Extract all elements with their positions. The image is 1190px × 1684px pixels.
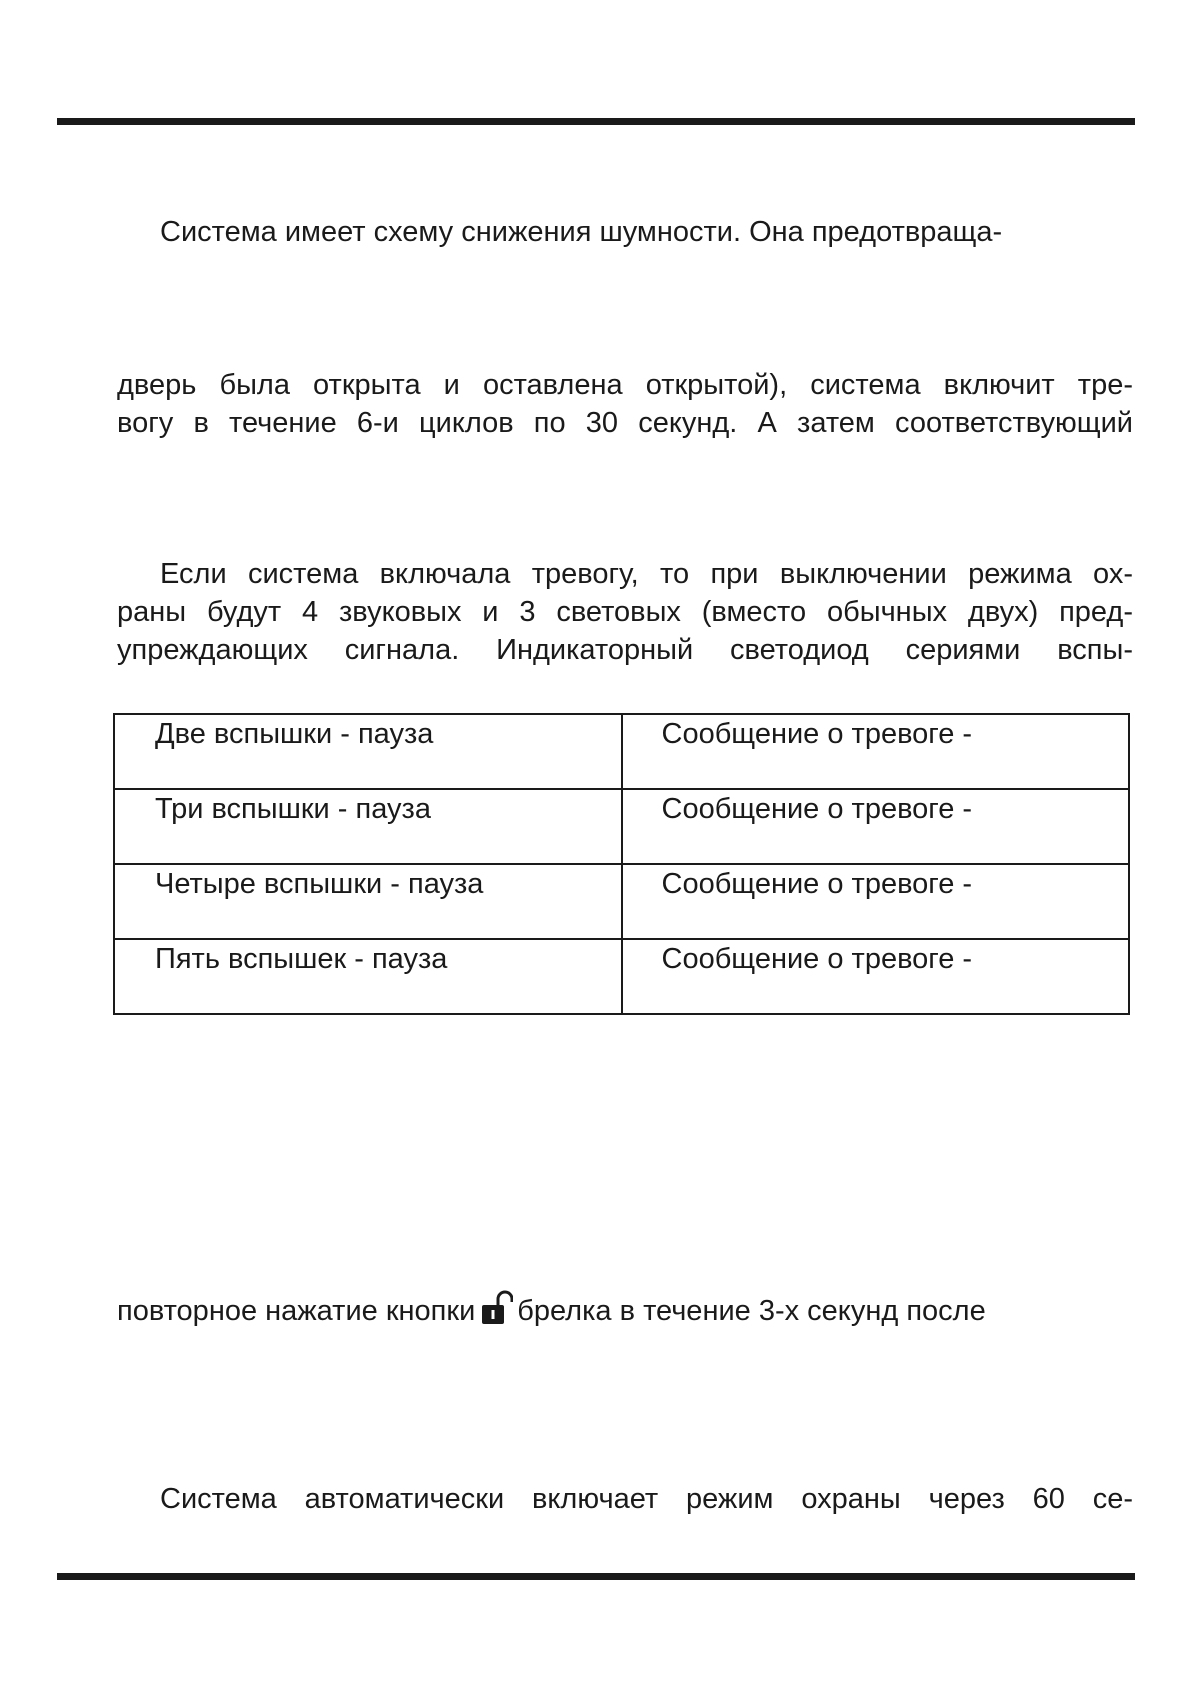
- unlock-icon: [481, 1290, 513, 1326]
- table-row: [114, 939, 1129, 1014]
- flash-pattern-cell: [114, 864, 622, 939]
- flash-pattern-text: Пять вспышек - пауза: [155, 943, 448, 975]
- alarm-message-text: Сообщение о тревоге -: [661, 868, 973, 900]
- alarm-paragraph-line-3: упреждающих сигнала. Индикаторный светодиод сериями вспы-: [117, 634, 1133, 666]
- top-rule: [57, 118, 1135, 125]
- flash-pattern-cell: [114, 714, 622, 789]
- table-row: [114, 789, 1129, 864]
- table-row: [114, 864, 1129, 939]
- flash-pattern-cell: [114, 939, 622, 1014]
- alarm-message-text: Сообщение о тревоге -: [661, 718, 973, 750]
- unlock-icon-graphic: [481, 1290, 513, 1326]
- alarm-message-cell: [622, 789, 1130, 864]
- table-row: [114, 714, 1129, 789]
- alarm-message-text: Сообщение о тревоге -: [661, 793, 973, 825]
- button-line-text-before: повторное нажатие кнопки: [117, 1295, 476, 1327]
- door-paragraph-line-2: вогу в течение 6-и циклов по 30 секунд. А затем соответствующий: [117, 407, 1133, 439]
- flash-pattern-text: Четыре вспышки - пауза: [155, 868, 484, 900]
- alarm-paragraph-line-1: Если система включала тревогу, то при выключении режима ох-: [160, 558, 1133, 590]
- alarm-message-text: Сообщение о тревоге -: [661, 943, 973, 975]
- auto-arm-paragraph-line: Система автоматически включает режим охраны через 60 се-: [160, 1483, 1133, 1515]
- flash-pattern-text: Две вспышки - пауза: [155, 718, 434, 750]
- alarm-message-cell: [622, 864, 1130, 939]
- button-paragraph-line: [117, 1290, 1133, 1330]
- flash-pattern-text: Три вспышки - пауза: [155, 793, 431, 825]
- bottom-rule: [57, 1573, 1135, 1580]
- alarm-codes-table: [113, 713, 1130, 1015]
- alarm-message-cell: [622, 939, 1130, 1014]
- alarm-message-cell: [622, 714, 1130, 789]
- door-paragraph-line-1: дверь была открыта и оставлена открытой), система включит тре-: [117, 369, 1133, 401]
- flash-pattern-cell: [114, 789, 622, 864]
- alarm-paragraph-line-2: раны будут 4 звуковых и 3 световых (вместо обычных двух) пред-: [117, 596, 1133, 628]
- noise-paragraph-line: Система имеет схему снижения шумности. Она предотвраща-: [160, 216, 1003, 248]
- button-line-text-after: брелка в течение 3-х секунд после: [517, 1295, 986, 1327]
